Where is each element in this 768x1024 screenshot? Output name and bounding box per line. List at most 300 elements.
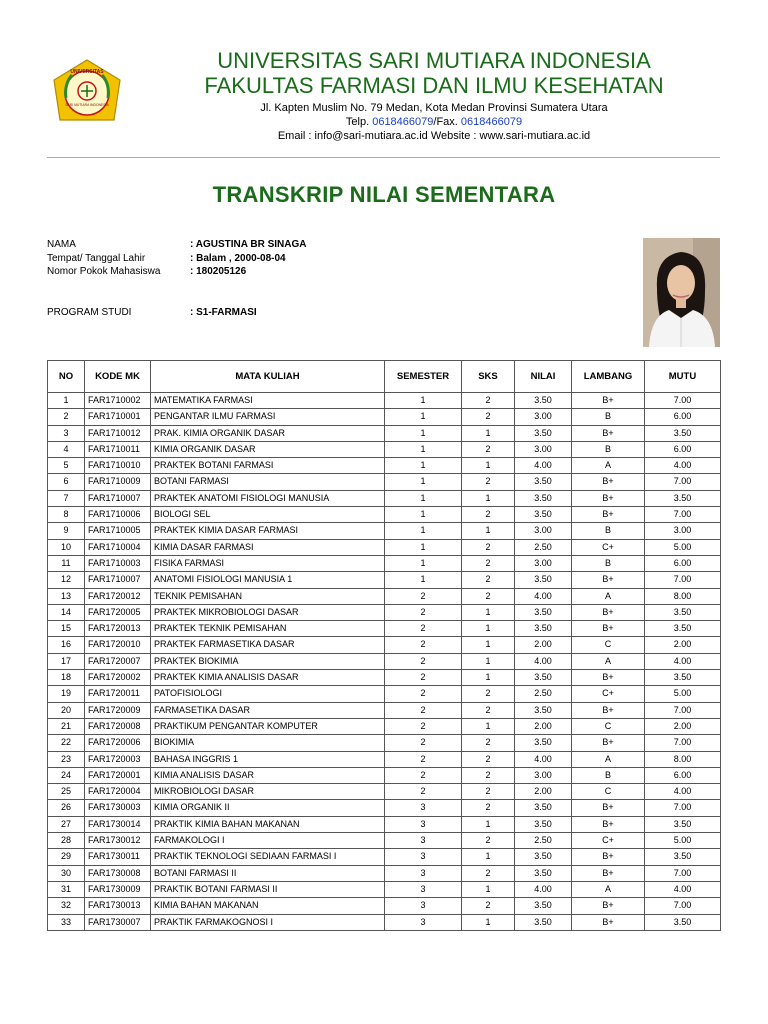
cell-sks: 1: [462, 849, 515, 865]
fax-prefix: /Fax.: [433, 116, 461, 128]
faculty-name: FAKULTAS FARMASI DAN ILMU KESEHATAN: [204, 73, 664, 98]
university-name: UNIVERSITAS SARI MUTIARA INDONESIA: [217, 48, 651, 73]
cell-no: 33: [48, 914, 85, 930]
cell-sks: 2: [462, 441, 515, 457]
cell-no: 29: [48, 849, 85, 865]
table-row: [48, 718, 721, 734]
cell-no: 28: [48, 833, 85, 849]
cell-mata-kuliah: ANATOMI FISIOLOGI MANUSIA 1: [151, 572, 385, 588]
table-row: [48, 881, 721, 897]
cell-kode: FAR1710011: [85, 441, 151, 457]
cell-semester: 1: [385, 572, 462, 588]
table-row: [48, 767, 721, 783]
cell-sks: 1: [462, 523, 515, 539]
cell-sks: 2: [462, 898, 515, 914]
cell-kode: FAR1720007: [85, 653, 151, 669]
cell-mata-kuliah: BIOKIMIA: [151, 735, 385, 751]
cell-lambang: B+: [572, 898, 645, 914]
cell-mutu: 5.00: [645, 686, 721, 702]
table-row: [48, 441, 721, 457]
cell-sks: 1: [462, 670, 515, 686]
cell-kode: FAR1720004: [85, 784, 151, 800]
cell-semester: 1: [385, 555, 462, 571]
cell-lambang: B+: [572, 474, 645, 490]
cell-semester: 3: [385, 881, 462, 897]
cell-kode: FAR1730014: [85, 816, 151, 832]
logo-text-top: UNIVERSITAS: [70, 69, 104, 75]
cell-no: 31: [48, 881, 85, 897]
cell-semester: 3: [385, 898, 462, 914]
cell-semester: 2: [385, 588, 462, 604]
cell-nilai: 3.00: [515, 409, 572, 425]
cell-semester: 2: [385, 653, 462, 669]
email-website-line: Email : info@sari-mutiara.ac.id Website : www.sari-mutiara.ac.id: [277, 130, 591, 142]
cell-nilai: 3.50: [515, 865, 572, 881]
cell-semester: 2: [385, 604, 462, 620]
cell-kode: FAR1720009: [85, 702, 151, 718]
table-row: [48, 735, 721, 751]
cell-mutu: 7.00: [645, 507, 721, 523]
table-row: [48, 474, 721, 490]
cell-sks: 2: [462, 474, 515, 490]
col-header-kode: KODE MK: [85, 361, 151, 393]
cell-nilai: 3.50: [515, 849, 572, 865]
cell-no: 23: [48, 751, 85, 767]
cell-mata-kuliah: PRAK. KIMIA ORGANIK DASAR: [151, 425, 385, 441]
fax-number[interactable]: 0618466079: [460, 116, 523, 128]
cell-nilai: 4.00: [515, 458, 572, 474]
cell-lambang: C+: [572, 686, 645, 702]
cell-no: 5: [48, 458, 85, 474]
cell-mata-kuliah: PRAKTEK KIMIA ANALISIS DASAR: [151, 670, 385, 686]
table-row: [48, 849, 721, 865]
cell-kode: FAR1720008: [85, 718, 151, 734]
table-row: [48, 914, 721, 930]
cell-mata-kuliah: PRAKTEK TEKNIK PEMISAHAN: [151, 621, 385, 637]
cell-mutu: 5.00: [645, 833, 721, 849]
cell-sks: 2: [462, 555, 515, 571]
table-row: [48, 507, 721, 523]
cell-nilai: 3.00: [515, 555, 572, 571]
cell-nilai: 3.00: [515, 523, 572, 539]
cell-nilai: 3.50: [515, 702, 572, 718]
cell-mutu: 3.50: [645, 670, 721, 686]
cell-sks: 2: [462, 735, 515, 751]
cell-sks: 2: [462, 409, 515, 425]
cell-no: 27: [48, 816, 85, 832]
cell-kode: FAR1720001: [85, 767, 151, 783]
table-row: [48, 816, 721, 832]
cell-semester: 1: [385, 490, 462, 506]
cell-mutu: 7.00: [645, 735, 721, 751]
cell-kode: FAR1730011: [85, 849, 151, 865]
table-row: [48, 539, 721, 555]
birth-value: : Balam , 2000-08-04: [190, 253, 286, 264]
grades-table: [47, 360, 721, 931]
cell-lambang: B+: [572, 621, 645, 637]
cell-mata-kuliah: TEKNIK PEMISAHAN: [151, 588, 385, 604]
cell-lambang: B: [572, 523, 645, 539]
cell-sks: 2: [462, 686, 515, 702]
cell-nilai: 3.00: [515, 441, 572, 457]
cell-mata-kuliah: MIKROBIOLOGI DASAR: [151, 784, 385, 800]
cell-semester: 2: [385, 767, 462, 783]
cell-sks: 2: [462, 539, 515, 555]
table-row: [48, 833, 721, 849]
cell-no: 20: [48, 702, 85, 718]
cell-nilai: 3.50: [515, 914, 572, 930]
col-header-lambang: LAMBANG: [572, 361, 645, 393]
cell-no: 3: [48, 425, 85, 441]
cell-kode: FAR1730007: [85, 914, 151, 930]
cell-no: 24: [48, 767, 85, 783]
cell-mutu: 3.50: [645, 621, 721, 637]
table-row: [48, 653, 721, 669]
cell-semester: 1: [385, 458, 462, 474]
cell-no: 19: [48, 686, 85, 702]
cell-mutu: 2.00: [645, 637, 721, 653]
cell-nilai: 3.50: [515, 604, 572, 620]
table-header-row: [48, 361, 721, 393]
cell-semester: 1: [385, 425, 462, 441]
cell-kode: FAR1710005: [85, 523, 151, 539]
cell-nilai: 2.00: [515, 718, 572, 734]
cell-mata-kuliah: PRAKTEK BOTANI FARMASI: [151, 458, 385, 474]
cell-sks: 2: [462, 393, 515, 409]
cell-lambang: B+: [572, 914, 645, 930]
cell-lambang: A: [572, 881, 645, 897]
cell-sks: 2: [462, 588, 515, 604]
cell-sks: 2: [462, 833, 515, 849]
cell-nilai: 3.50: [515, 490, 572, 506]
cell-sks: 1: [462, 881, 515, 897]
cell-nilai: 2.50: [515, 539, 572, 555]
table-row: [48, 702, 721, 718]
col-header-mutu: MUTU: [645, 361, 721, 393]
cell-sks: 2: [462, 507, 515, 523]
cell-no: 10: [48, 539, 85, 555]
nim-value: : 180205126: [190, 266, 247, 277]
cell-mutu: 3.50: [645, 490, 721, 506]
cell-lambang: B+: [572, 816, 645, 832]
cell-sks: 1: [462, 604, 515, 620]
cell-nilai: 3.50: [515, 898, 572, 914]
cell-lambang: B+: [572, 507, 645, 523]
cell-lambang: B+: [572, 425, 645, 441]
cell-mata-kuliah: PRAKTIKUM PENGANTAR KOMPUTER: [151, 718, 385, 734]
cell-nilai: 4.00: [515, 881, 572, 897]
cell-nilai: 3.00: [515, 767, 572, 783]
cell-lambang: C+: [572, 833, 645, 849]
cell-no: 12: [48, 572, 85, 588]
cell-sks: 1: [462, 425, 515, 441]
cell-mutu: 7.00: [645, 865, 721, 881]
col-header-no: NO: [48, 361, 85, 393]
cell-mutu: 2.00: [645, 718, 721, 734]
cell-nilai: 3.50: [515, 816, 572, 832]
cell-lambang: B+: [572, 572, 645, 588]
table-row: [48, 523, 721, 539]
cell-lambang: B: [572, 767, 645, 783]
table-row: [48, 409, 721, 425]
cell-lambang: B: [572, 441, 645, 457]
cell-no: 13: [48, 588, 85, 604]
cell-kode: FAR1710010: [85, 458, 151, 474]
col-header-sks: SKS: [462, 361, 515, 393]
table-row: [48, 800, 721, 816]
cell-kode: FAR1730012: [85, 833, 151, 849]
cell-no: 22: [48, 735, 85, 751]
cell-mutu: 7.00: [645, 393, 721, 409]
cell-sks: 1: [462, 816, 515, 832]
cell-lambang: A: [572, 653, 645, 669]
table-row: [48, 784, 721, 800]
cell-no: 21: [48, 718, 85, 734]
cell-no: 30: [48, 865, 85, 881]
cell-kode: FAR1710012: [85, 425, 151, 441]
cell-nilai: 2.50: [515, 833, 572, 849]
cell-sks: 1: [462, 914, 515, 930]
cell-nilai: 2.00: [515, 637, 572, 653]
cell-mutu: 4.00: [645, 653, 721, 669]
document-title: TRANSKRIP NILAI SEMENTARA: [212, 182, 556, 207]
cell-mata-kuliah: KIMIA BAHAN MAKANAN: [151, 898, 385, 914]
cell-mata-kuliah: KIMIA DASAR FARMASI: [151, 539, 385, 555]
cell-semester: 3: [385, 865, 462, 881]
cell-sks: 2: [462, 751, 515, 767]
cell-sks: 1: [462, 490, 515, 506]
cell-mutu: 7.00: [645, 898, 721, 914]
cell-mata-kuliah: BOTANI FARMASI II: [151, 865, 385, 881]
table-row: [48, 425, 721, 441]
cell-kode: FAR1710003: [85, 555, 151, 571]
cell-semester: 1: [385, 474, 462, 490]
cell-lambang: B+: [572, 490, 645, 506]
header-divider: [47, 157, 720, 158]
cell-kode: FAR1710006: [85, 507, 151, 523]
cell-mata-kuliah: FARMAKOLOGI I: [151, 833, 385, 849]
cell-mata-kuliah: MATEMATIKA FARMASI: [151, 393, 385, 409]
tel-prefix: Telp.: [345, 116, 373, 128]
table-row: [48, 490, 721, 506]
cell-nilai: 4.00: [515, 751, 572, 767]
cell-kode: FAR1720013: [85, 621, 151, 637]
cell-semester: 2: [385, 718, 462, 734]
cell-semester: 1: [385, 539, 462, 555]
table-row: [48, 751, 721, 767]
cell-semester: 1: [385, 507, 462, 523]
table-row: [48, 621, 721, 637]
cell-nilai: 2.50: [515, 686, 572, 702]
cell-semester: 3: [385, 800, 462, 816]
cell-nilai: 2.00: [515, 784, 572, 800]
cell-nilai: 3.50: [515, 621, 572, 637]
table-row: [48, 637, 721, 653]
cell-kode: FAR1730008: [85, 865, 151, 881]
table-row: [48, 898, 721, 914]
cell-mata-kuliah: FISIKA FARMASI: [151, 555, 385, 571]
name-value: : AGUSTINA BR SINAGA: [190, 239, 307, 250]
cell-no: 16: [48, 637, 85, 653]
cell-lambang: C: [572, 784, 645, 800]
cell-sks: 2: [462, 572, 515, 588]
cell-mutu: 3.00: [645, 523, 721, 539]
cell-mutu: 4.00: [645, 458, 721, 474]
table-row: [48, 686, 721, 702]
cell-nilai: 3.50: [515, 572, 572, 588]
cell-no: 18: [48, 670, 85, 686]
address-line: Jl. Kapten Muslim No. 79 Medan, Kota Medan Provinsi Sumatera Utara: [260, 102, 608, 114]
cell-kode: FAR1710007: [85, 572, 151, 588]
cell-sks: 2: [462, 702, 515, 718]
cell-semester: 3: [385, 816, 462, 832]
cell-mata-kuliah: FARMASETIKA DASAR: [151, 702, 385, 718]
cell-no: 32: [48, 898, 85, 914]
cell-semester: 2: [385, 670, 462, 686]
cell-kode: FAR1710001: [85, 409, 151, 425]
cell-mata-kuliah: PRAKTIK TEKNOLOGI SEDIAAN FARMASI I: [151, 849, 385, 865]
cell-mutu: 6.00: [645, 409, 721, 425]
logo-text-bottom: SARI MUTIARA INDONESIA: [65, 103, 109, 107]
table-row: [48, 458, 721, 474]
cell-mutu: 6.00: [645, 441, 721, 457]
cell-nilai: 4.00: [515, 588, 572, 604]
cell-mutu: 4.00: [645, 881, 721, 897]
cell-nilai: 3.50: [515, 800, 572, 816]
cell-no: 25: [48, 784, 85, 800]
cell-kode: FAR1720002: [85, 670, 151, 686]
cell-kode: FAR1720011: [85, 686, 151, 702]
cell-semester: 1: [385, 409, 462, 425]
cell-kode: FAR1730003: [85, 800, 151, 816]
cell-no: 26: [48, 800, 85, 816]
cell-lambang: B+: [572, 702, 645, 718]
cell-lambang: B: [572, 555, 645, 571]
cell-sks: 1: [462, 458, 515, 474]
program-value: : S1-FARMASI: [190, 307, 257, 318]
cell-lambang: A: [572, 458, 645, 474]
cell-mutu: 3.50: [645, 425, 721, 441]
cell-kode: FAR1710002: [85, 393, 151, 409]
cell-mutu: 7.00: [645, 800, 721, 816]
cell-nilai: 3.50: [515, 507, 572, 523]
cell-mutu: 8.00: [645, 751, 721, 767]
cell-no: 2: [48, 409, 85, 425]
cell-semester: 3: [385, 914, 462, 930]
cell-mutu: 8.00: [645, 588, 721, 604]
cell-mutu: 7.00: [645, 572, 721, 588]
cell-nilai: 3.50: [515, 393, 572, 409]
cell-lambang: A: [572, 588, 645, 604]
cell-kode: FAR1730013: [85, 898, 151, 914]
cell-kode: FAR1720006: [85, 735, 151, 751]
tel-number[interactable]: 0618466079: [372, 116, 434, 128]
program-label: PROGRAM STUDI: [47, 307, 132, 318]
cell-mata-kuliah: BAHASA INGGRIS 1: [151, 751, 385, 767]
cell-mata-kuliah: BOTANI FARMASI: [151, 474, 385, 490]
cell-kode: FAR1720010: [85, 637, 151, 653]
cell-mutu: 6.00: [645, 555, 721, 571]
table-row: [48, 865, 721, 881]
cell-kode: FAR1720012: [85, 588, 151, 604]
cell-kode: FAR1720005: [85, 604, 151, 620]
cell-mata-kuliah: KIMIA ANALISIS DASAR: [151, 767, 385, 783]
cell-sks: 1: [462, 637, 515, 653]
cell-lambang: A: [572, 751, 645, 767]
cell-nilai: 3.50: [515, 735, 572, 751]
cell-semester: 1: [385, 441, 462, 457]
cell-mata-kuliah: PRAKTIK BOTANI FARMASI II: [151, 881, 385, 897]
cell-no: 8: [48, 507, 85, 523]
table-body: [48, 393, 721, 931]
cell-lambang: C: [572, 637, 645, 653]
cell-lambang: B+: [572, 604, 645, 620]
table-row: [48, 393, 721, 409]
nim-label: Nomor Pokok Mahasiswa: [47, 266, 161, 277]
cell-no: 17: [48, 653, 85, 669]
cell-semester: 2: [385, 751, 462, 767]
table-row: [48, 555, 721, 571]
cell-mata-kuliah: PRAKTEK BIOKIMIA: [151, 653, 385, 669]
cell-mata-kuliah: BIOLOGI SEL: [151, 507, 385, 523]
student-photo: [643, 238, 720, 347]
cell-mata-kuliah: PRAKTEK FARMASETIKA DASAR: [151, 637, 385, 653]
cell-mutu: 3.50: [645, 604, 721, 620]
cell-nilai: 4.00: [515, 653, 572, 669]
cell-kode: FAR1730009: [85, 881, 151, 897]
cell-lambang: B+: [572, 865, 645, 881]
cell-semester: 1: [385, 393, 462, 409]
cell-lambang: B+: [572, 849, 645, 865]
cell-no: 11: [48, 555, 85, 571]
cell-mutu: 7.00: [645, 474, 721, 490]
cell-mata-kuliah: PRAKTIK FARMAKOGNOSI I: [151, 914, 385, 930]
cell-mutu: 3.50: [645, 849, 721, 865]
cell-lambang: B: [572, 409, 645, 425]
cell-no: 1: [48, 393, 85, 409]
cell-mutu: 5.00: [645, 539, 721, 555]
cell-mutu: 7.00: [645, 702, 721, 718]
cell-mata-kuliah: PRAKTEK MIKROBIOLOGI DASAR: [151, 604, 385, 620]
table-row: [48, 572, 721, 588]
cell-kode: FAR1710009: [85, 474, 151, 490]
cell-semester: 1: [385, 523, 462, 539]
cell-no: 15: [48, 621, 85, 637]
cell-mata-kuliah: PRAKTEK ANATOMI FISIOLOGI MANUSIA: [151, 490, 385, 506]
cell-mata-kuliah: KIMIA ORGANIK II: [151, 800, 385, 816]
cell-no: 4: [48, 441, 85, 457]
cell-lambang: C: [572, 718, 645, 734]
cell-nilai: 3.50: [515, 425, 572, 441]
cell-no: 9: [48, 523, 85, 539]
cell-lambang: B+: [572, 735, 645, 751]
cell-semester: 2: [385, 702, 462, 718]
cell-mata-kuliah: PRAKTEK KIMIA DASAR FARMASI: [151, 523, 385, 539]
phone-line: [150, 115, 718, 129]
cell-lambang: C+: [572, 539, 645, 555]
cell-semester: 2: [385, 686, 462, 702]
col-header-semester: SEMESTER: [385, 361, 462, 393]
cell-kode: FAR1710004: [85, 539, 151, 555]
cell-semester: 3: [385, 833, 462, 849]
cell-kode: FAR1720003: [85, 751, 151, 767]
table-row: [48, 670, 721, 686]
birth-label: Tempat/ Tanggal Lahir: [47, 253, 146, 264]
cell-mata-kuliah: KIMIA ORGANIK DASAR: [151, 441, 385, 457]
cell-mutu: 3.50: [645, 816, 721, 832]
cell-mata-kuliah: PENGANTAR ILMU FARMASI: [151, 409, 385, 425]
cell-no: 6: [48, 474, 85, 490]
